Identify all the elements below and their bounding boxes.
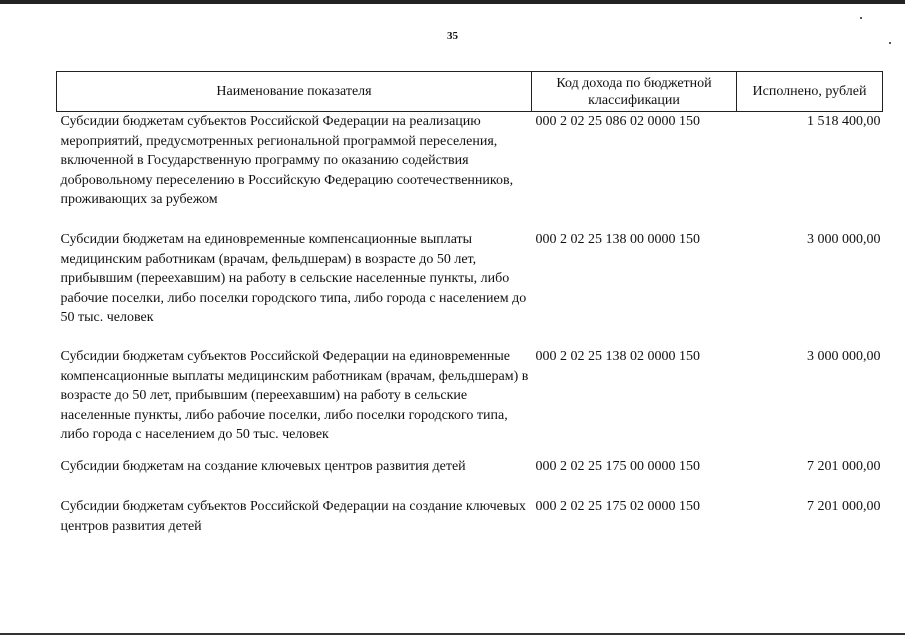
row-code: 000 2 02 25 175 02 0000 150 bbox=[535, 499, 700, 514]
row-amount: 7 201 000,00 bbox=[807, 459, 881, 474]
row-amount: 1 518 400,00 bbox=[807, 114, 881, 129]
table-row bbox=[57, 497, 883, 537]
row-code: 000 2 02 25 086 02 0000 150 bbox=[535, 114, 700, 129]
bottom-scan-border bbox=[0, 633, 905, 635]
table-header bbox=[57, 72, 883, 112]
header-amount: Исполнено, рублей bbox=[737, 72, 883, 112]
table-row bbox=[57, 457, 883, 497]
page-number: 35 bbox=[447, 30, 458, 42]
table-row bbox=[57, 347, 883, 457]
scan-speck bbox=[889, 42, 891, 44]
top-scan-border bbox=[0, 0, 905, 4]
row-code: 000 2 02 25 138 00 0000 150 bbox=[535, 232, 700, 247]
scan-speck bbox=[860, 17, 862, 19]
header-code: Код дохода по бюджетной классификации bbox=[532, 72, 737, 112]
row-name: Субсидии бюджетам на создание ключевых центров развития детей bbox=[60, 459, 466, 474]
row-name: Субсидии бюджетам субъектов Российской Федерации на создание ключевых центров развития детей bbox=[60, 499, 526, 534]
row-name: Субсидии бюджетам субъектов Российской Федерации на единовременные компенсационные выплаты медицинским работникам (врачам, фельдшерам) в возрасте до 50 лет, прибывшим (переехавшим) на работу в сельские населенные пункты, либо рабочие поселки, либо поселки городского типа, либо города с населением до 50 тыс. человек bbox=[60, 349, 529, 442]
row-amount: 3 000 000,00 bbox=[807, 349, 881, 364]
table-row bbox=[57, 230, 883, 347]
row-name: Субсидии бюджетам субъектов Российской Федерации на реализацию мероприятий, предусмотренных региональной программой переселения, включенной в Государственную программу по оказанию содействия добровольному переселению в Российскую Федерацию соотечественников, проживающих за рубежом bbox=[60, 114, 514, 207]
row-code: 000 2 02 25 175 00 0000 150 bbox=[535, 459, 700, 474]
row-code: 000 2 02 25 138 02 0000 150 bbox=[535, 349, 700, 364]
header-name: Наименование показателя bbox=[57, 72, 532, 112]
row-amount: 3 000 000,00 bbox=[807, 232, 881, 247]
table-row bbox=[57, 112, 883, 231]
budget-table bbox=[56, 71, 883, 537]
row-name: Субсидии бюджетам на единовременные компенсационные выплаты медицинским работникам (врачам, фельдшерам) в возрасте до 50 лет, прибывшим (переехавшим) на работу в сельские населенные пункты, либо рабочие поселки, либо поселки городского типа, либо города с населением до 50 тыс. человек bbox=[60, 232, 527, 325]
row-amount: 7 201 000,00 bbox=[807, 499, 881, 514]
